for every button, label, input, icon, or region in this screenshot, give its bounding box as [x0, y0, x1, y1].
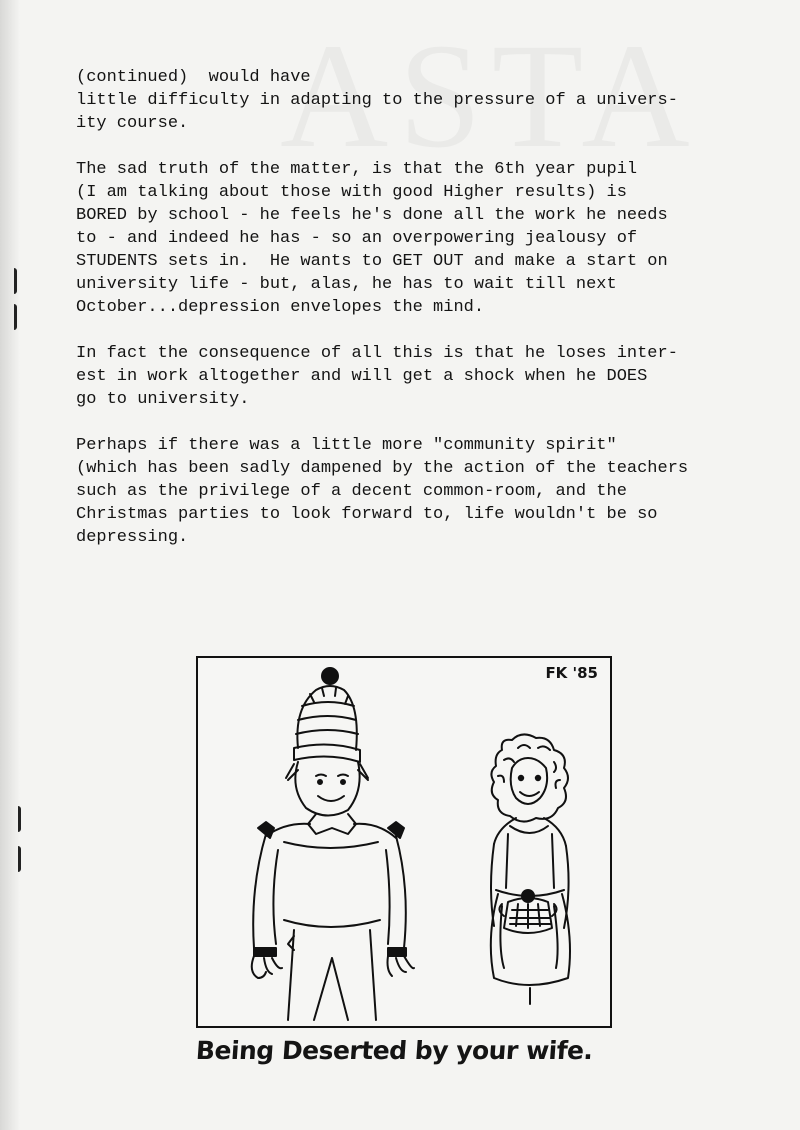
text-line: ity course.: [76, 114, 189, 133]
text-line: The sad truth of the matter, is that the 6th year pupil: [76, 160, 638, 179]
text-line: STUDENTS sets in. He wants to GET OUT and make a start on: [76, 252, 668, 271]
article-text: [76, 66, 776, 572]
text-line: BORED by school - he feels he's done all the work he needs: [76, 206, 668, 225]
text-line: October...depression envelopes the mind.: [76, 298, 485, 317]
binding-mark: [8, 304, 17, 330]
text-line: Christmas parties to look forward to, life wouldn't be so: [76, 505, 658, 524]
text-line: In fact the consequence of all this is that he loses inter-: [76, 344, 678, 363]
binding-mark: [12, 806, 21, 832]
woman-figure: [491, 734, 570, 1004]
text-line: Perhaps if there was a little more "community spirit": [76, 436, 617, 455]
text-line: depressing.: [76, 528, 189, 547]
paragraph-2: [76, 158, 776, 319]
text-line: (continued) would have: [76, 68, 311, 87]
paragraph-1: [76, 66, 776, 135]
binding-mark: [8, 268, 17, 294]
text-line: est in work altogether and will get a shock when he DOES: [76, 367, 648, 386]
man-figure: [252, 668, 414, 1020]
cartoon-frame: [196, 656, 612, 1028]
cartoon-caption: Being Deserted by your wife.: [194, 1036, 594, 1065]
text-line: university life - but, alas, he has to wait till next: [76, 275, 617, 294]
text-line: to - and indeed he has - so an overpowering jealousy of: [76, 229, 638, 248]
paragraph-4: [76, 434, 776, 549]
paragraph-3: [76, 342, 776, 411]
text-line: go to university.: [76, 390, 250, 409]
text-line: (I am talking about those with good Higher results) is: [76, 183, 627, 202]
page-edge-shadow: [0, 0, 20, 1130]
artist-signature: FK '85: [545, 664, 598, 682]
text-line: such as the privilege of a decent common-room, and the: [76, 482, 627, 501]
cartoon-illustration: [198, 658, 610, 1026]
text-line: little difficulty in adapting to the pressure of a univers-: [76, 91, 678, 110]
binding-mark: [12, 846, 21, 872]
text-line: (which has been sadly dampened by the action of the teachers: [76, 459, 689, 478]
